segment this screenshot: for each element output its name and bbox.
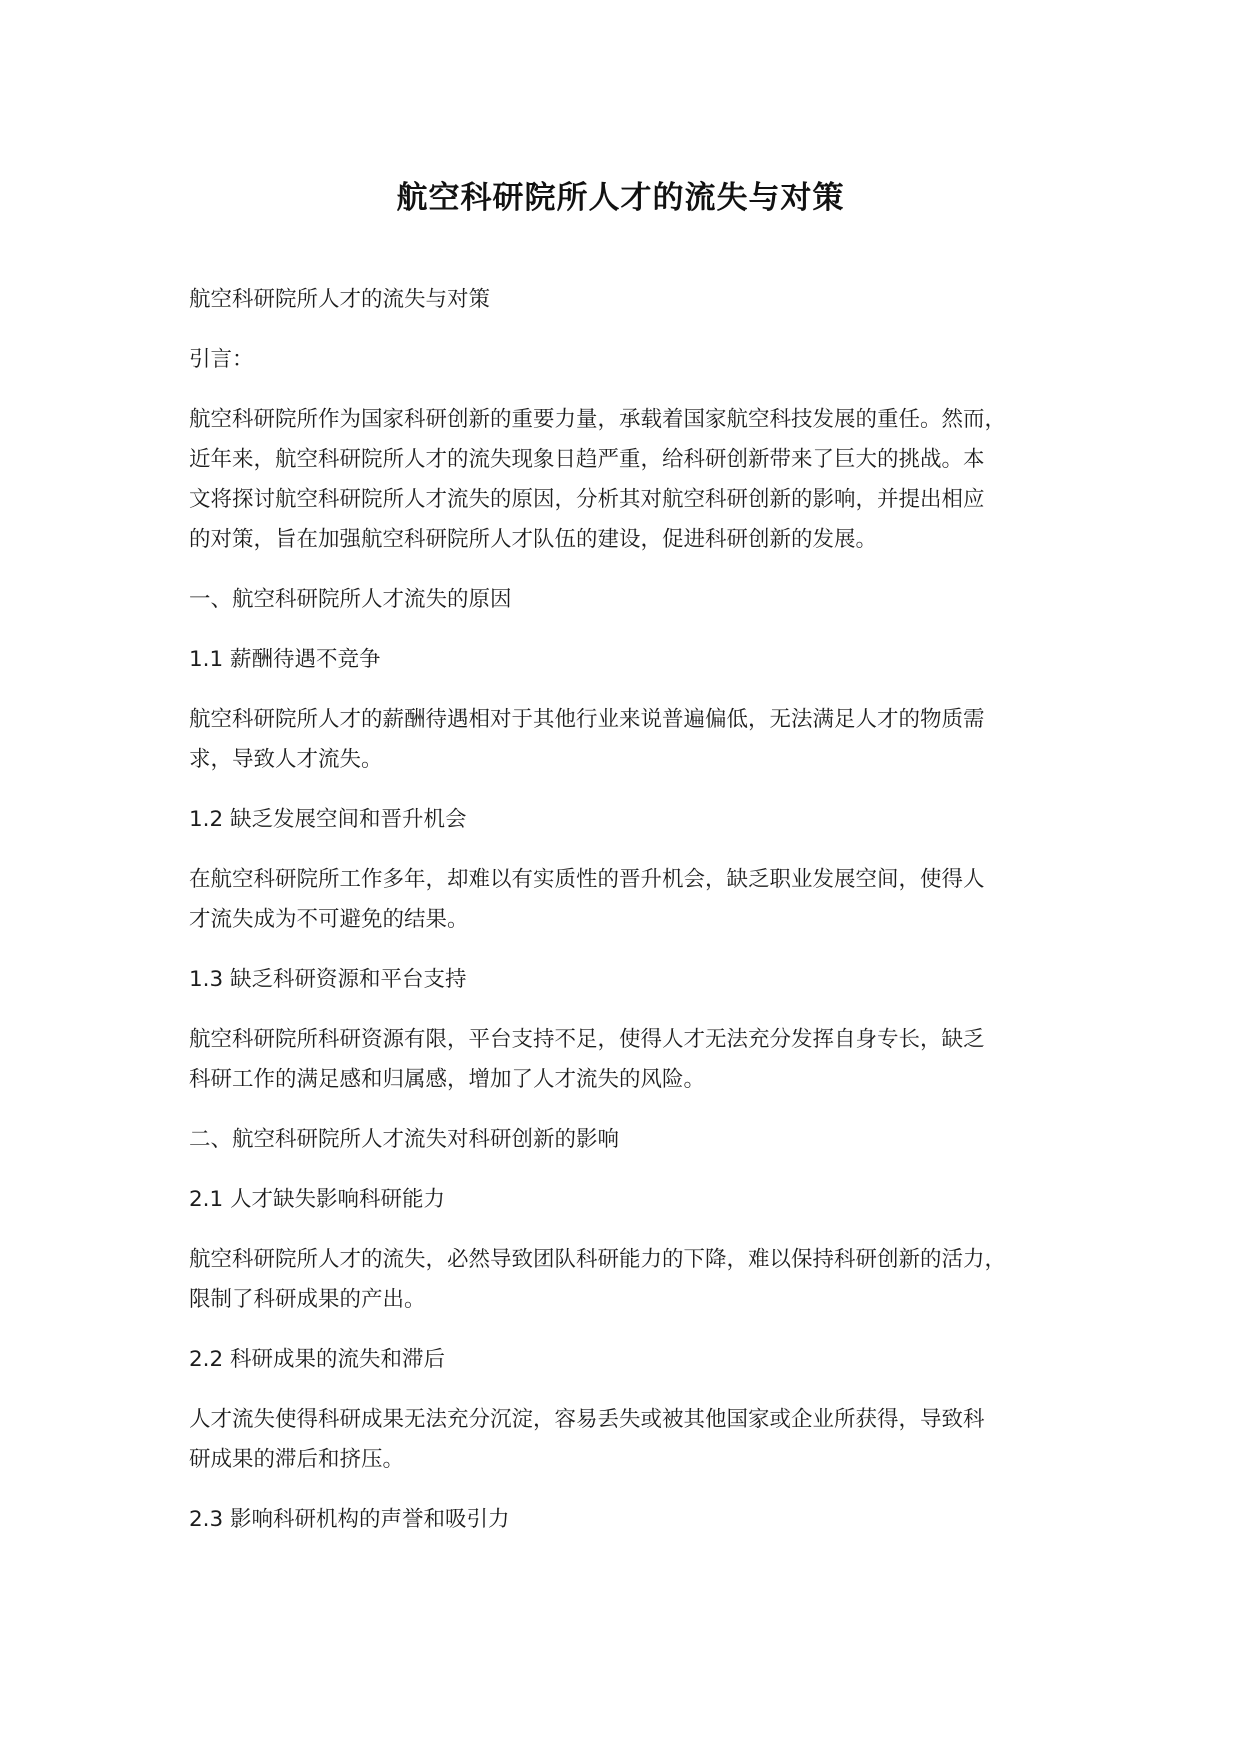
intro-paragraph xyxy=(189,400,1089,560)
paragraph-line: 限制了科研成果的产出。 xyxy=(189,1287,426,1312)
intro-heading: 引言： xyxy=(189,347,254,372)
paragraph-line: 航空科研院所作为国家科研创新的重要力量，承载着国家航空科技发展的重任。然而， xyxy=(189,407,1007,432)
paragraph-line: 求，导致人才流失。 xyxy=(189,747,383,772)
paragraph-line: 在航空科研院所工作多年，却难以有实质性的晋升机会，缺乏职业发展空间，使得人 xyxy=(189,867,985,892)
subtitle-line: 航空科研院所人才的流失与对策 xyxy=(189,287,491,312)
section-1-3-paragraph xyxy=(189,1020,1089,1100)
section-1-1-paragraph xyxy=(189,700,1089,780)
paragraph-line: 近年来，航空科研院所人才的流失现象日趋严重，给科研创新带来了巨大的挑战。本 xyxy=(189,447,985,472)
paragraph-line: 航空科研院所人才的流失，必然导致团队科研能力的下降，难以保持科研创新的活力， xyxy=(189,1247,1007,1272)
section-1-3-heading: 1.3 缺乏科研资源和平台支持 xyxy=(189,967,467,992)
section-2-3-heading: 2.3 影响科研机构的声誉和吸引力 xyxy=(189,1507,510,1532)
paragraph-line: 研成果的滞后和挤压。 xyxy=(189,1447,405,1472)
paragraph-line: 才流失成为不可避免的结果。 xyxy=(189,907,469,932)
paragraph-line: 人才流失使得科研成果无法充分沉淀，容易丢失或被其他国家或企业所获得，导致科 xyxy=(189,1407,985,1432)
section-1-1-heading: 1.1 薪酬待遇不竞争 xyxy=(189,647,381,672)
paragraph-line: 科研工作的满足感和归属感，增加了人才流失的风险。 xyxy=(189,1067,706,1092)
section-1-2-heading: 1.2 缺乏发展空间和晋升机会 xyxy=(189,807,467,832)
section-2-1-heading: 2.1 人才缺失影响科研能力 xyxy=(189,1187,446,1212)
section-2-2-paragraph xyxy=(189,1400,1089,1480)
section-2-heading: 二、航空科研院所人才流失对科研创新的影响 xyxy=(189,1127,620,1152)
section-1-heading: 一、航空科研院所人才流失的原因 xyxy=(189,587,512,612)
section-2-1-paragraph xyxy=(189,1240,1089,1320)
document-title: 航空科研院所人才的流失与对策 xyxy=(396,180,845,216)
section-1-2-paragraph xyxy=(189,860,1089,940)
paragraph-line: 航空科研院所科研资源有限，平台支持不足，使得人才无法充分发挥自身专长，缺乏 xyxy=(189,1027,985,1052)
section-2-2-heading: 2.2 科研成果的流失和滞后 xyxy=(189,1347,446,1372)
paragraph-line: 航空科研院所人才的薪酬待遇相对于其他行业来说普遍偏低，无法满足人才的物质需 xyxy=(189,707,985,732)
paragraph-line: 的对策，旨在加强航空科研院所人才队伍的建设，促进科研创新的发展。 xyxy=(189,527,878,552)
document-body xyxy=(189,280,1089,1560)
paragraph-line: 文将探讨航空科研院所人才流失的原因，分析其对航空科研创新的影响，并提出相应 xyxy=(189,487,985,512)
